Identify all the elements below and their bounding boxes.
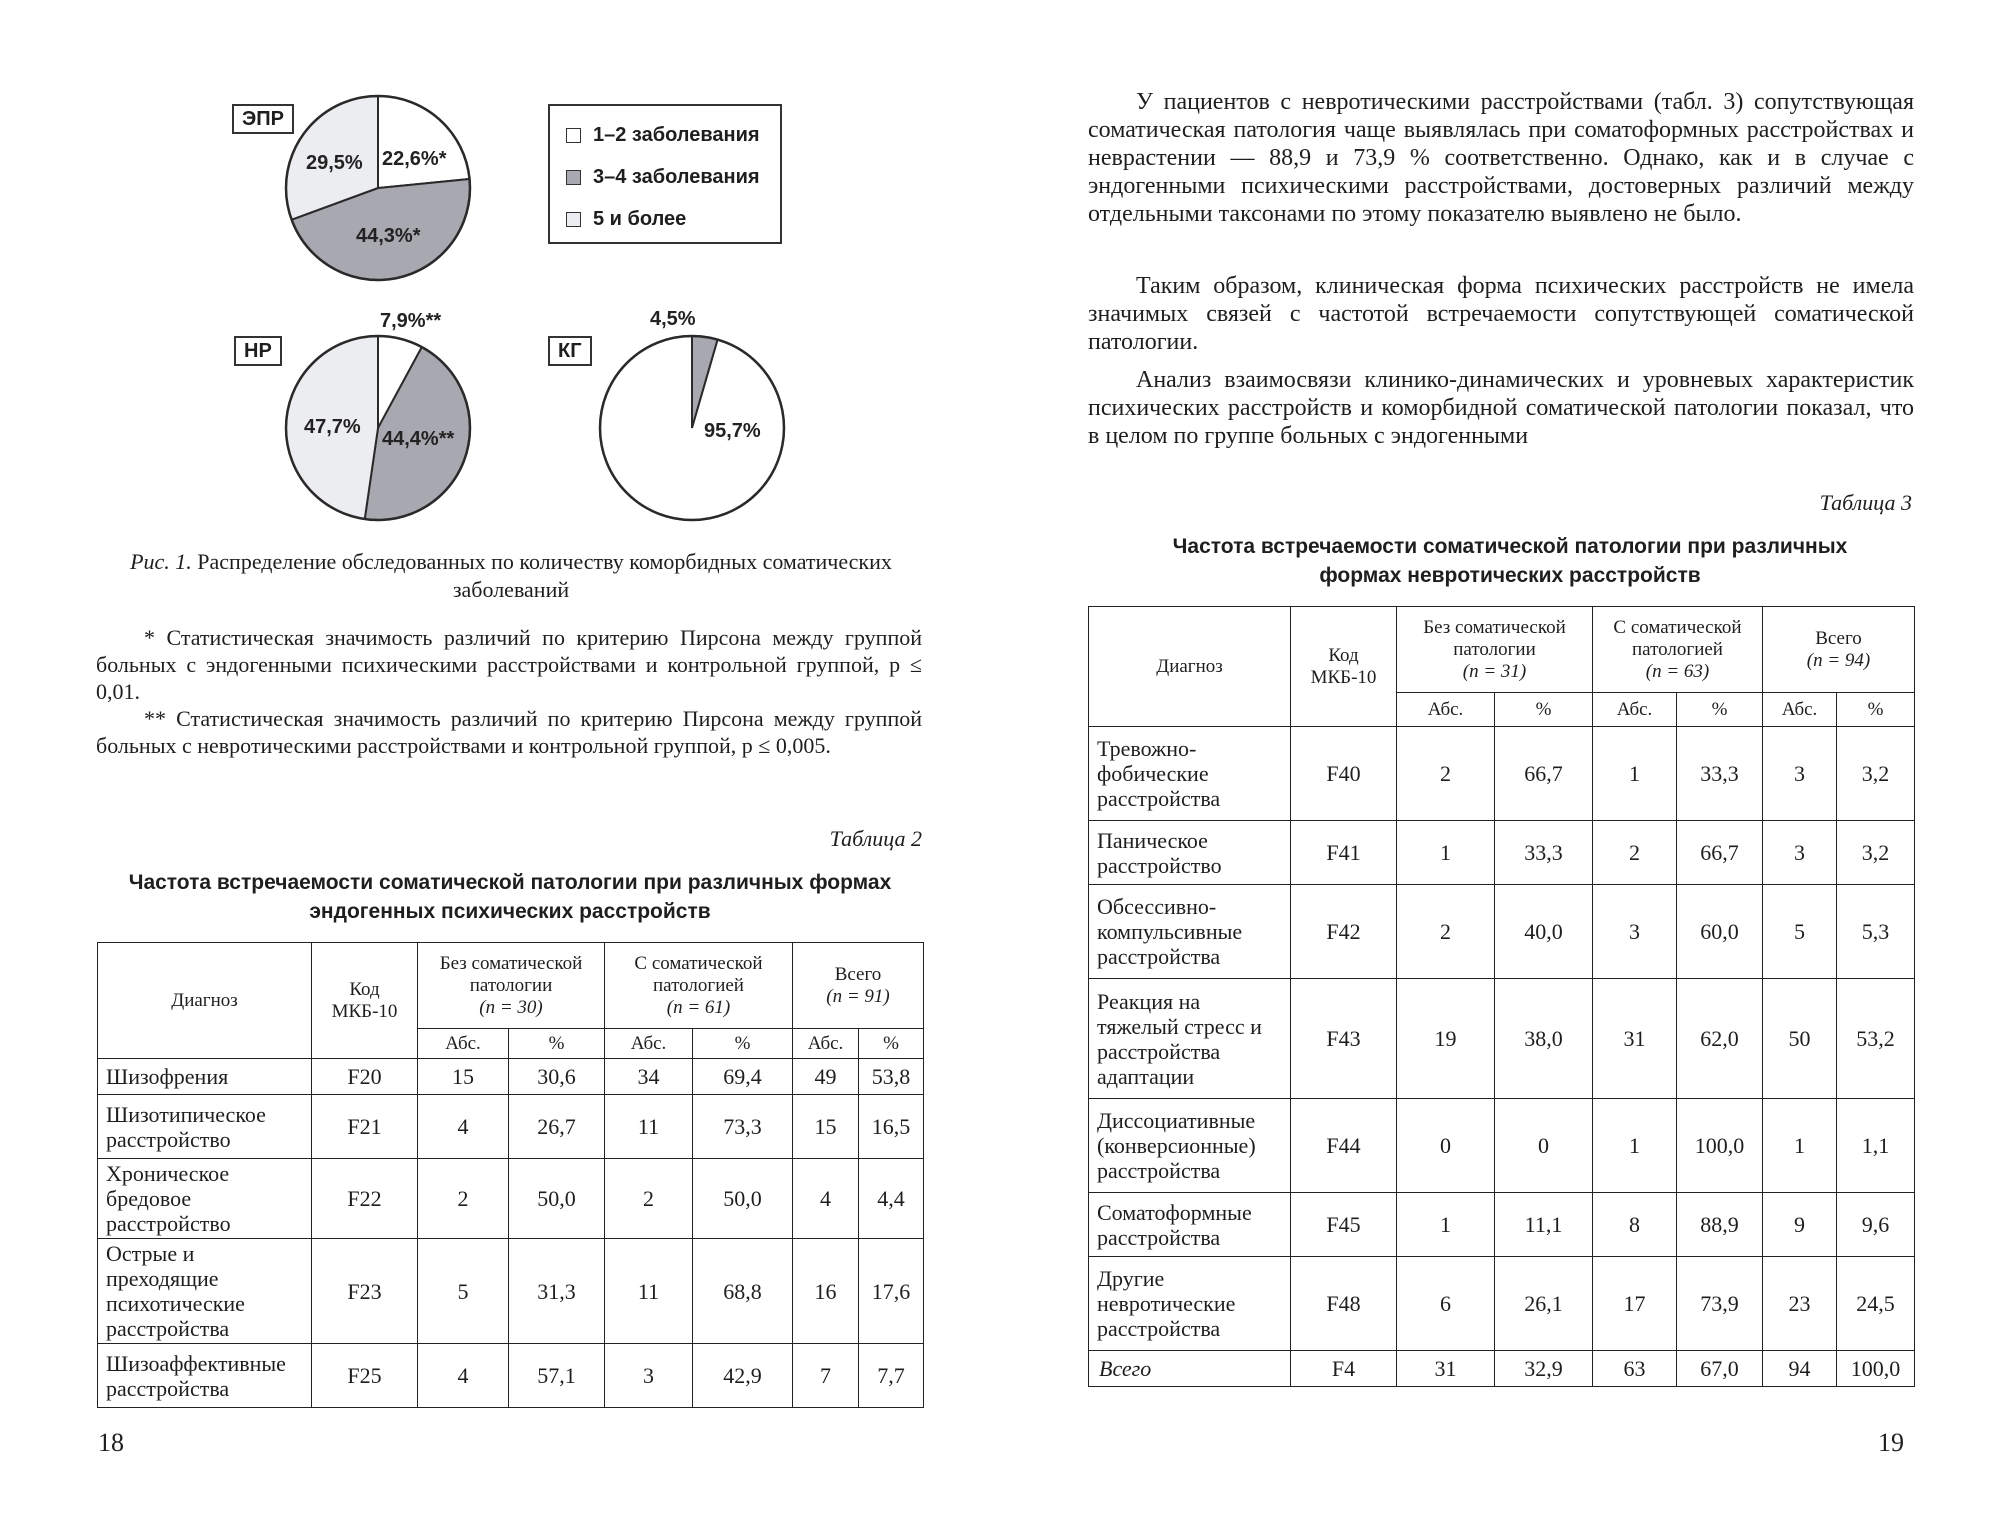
table3-cell: 53,2 <box>1837 979 1915 1099</box>
table2-cell-diagnosis: Шизофрения <box>98 1059 312 1095</box>
legend-label: 3–4 заболевания <box>593 165 760 188</box>
table3-header-with-n: (n = 63) <box>1645 660 1710 682</box>
table2-cell: 50,0 <box>693 1159 793 1239</box>
table2-cell: 17,6 <box>859 1239 924 1344</box>
table-row <box>1089 979 1915 1099</box>
table3-cell: 0 <box>1495 1099 1593 1193</box>
table2-cell: 7,7 <box>859 1344 924 1408</box>
table2-cell: 16 <box>793 1239 859 1344</box>
table3-cell-code: F44 <box>1291 1099 1397 1193</box>
group-label-epr: ЭПР <box>232 104 294 134</box>
pie-label-nr-2: 44,4%** <box>382 428 455 450</box>
paragraph-2: Таким образом, клиническая форма психических расстройств не имела значимых связей с частотой встречаемости сопутствующей соматической патологии. <box>1088 273 1914 355</box>
legend-swatch <box>566 212 581 227</box>
table3-cell: 1,1 <box>1837 1099 1915 1193</box>
table2-header-with <box>605 943 793 1029</box>
table3-cell: 0 <box>1397 1099 1495 1193</box>
legend-item <box>550 198 780 240</box>
table3-cell: 1 <box>1763 1099 1837 1193</box>
table2-cell: 5 <box>418 1239 509 1344</box>
table3-subheader-abs: Абс. <box>1397 693 1495 727</box>
table2-cell-diagnosis: Шизоаффективные расстройства <box>98 1344 312 1408</box>
table2-header-total <box>793 943 924 1029</box>
table2-subheader-abs: Абс. <box>418 1029 509 1059</box>
table3-cell: 32,9 <box>1495 1351 1593 1387</box>
table2-cell: 4 <box>793 1159 859 1239</box>
table2-cell: 42,9 <box>693 1344 793 1408</box>
table3-cell: 100,0 <box>1837 1351 1915 1387</box>
table3-cell-diagnosis: Реакция на тяжелый стресс и расстройства адаптации <box>1089 979 1291 1099</box>
table3-cell: 73,9 <box>1677 1257 1763 1351</box>
legend-item <box>550 156 780 198</box>
table3-cell: 1 <box>1397 1193 1495 1257</box>
table2-cell: 49 <box>793 1059 859 1095</box>
table3-header-code: Код МКБ-10 <box>1291 607 1397 727</box>
table3-cell: 62,0 <box>1677 979 1763 1099</box>
table2-cell: 15 <box>418 1059 509 1095</box>
table2-header-without-label: Без соматической патологии <box>439 952 583 996</box>
pie-chart-epr <box>286 96 470 280</box>
pie-label-epr-1: 22,6%* <box>382 148 447 170</box>
table3-cell: 1 <box>1593 727 1677 821</box>
table3-header-without-label: Без соматической патологии <box>1423 616 1566 660</box>
table2-header-with-label: С соматической патологией <box>634 952 763 996</box>
figure-caption-prefix: Рис. 1. <box>130 549 192 574</box>
table2-cell: 53,8 <box>859 1059 924 1095</box>
table3-header-with <box>1593 607 1763 693</box>
table3 <box>1088 606 1915 1387</box>
table-row <box>1089 821 1915 885</box>
table3-cell: 2 <box>1397 885 1495 979</box>
table2-subheader-pct: % <box>859 1029 924 1059</box>
table3-cell: 5 <box>1763 885 1837 979</box>
legend-label: 1–2 заболевания <box>593 123 760 146</box>
table2-cell-code: F23 <box>312 1239 418 1344</box>
table2-title: Частота встречаемости соматической патологии при различных формах эндогенных психических расстройств <box>128 871 892 923</box>
table3-cell: 11,1 <box>1495 1193 1593 1257</box>
table3-header-with-label: С соматической патологией <box>1613 616 1742 660</box>
table3-cell-code: F48 <box>1291 1257 1397 1351</box>
paragraph-1: У пациентов с невротическими расстройствами (табл. 3) сопутствующая соматическая патология чаще выявлялась при соматоформных расстройствах и неврастении — 88,9 и 73,9 % соответственно. Однако, как и в случае с эндогенными психическими расстройствами, достоверных различий между отдельными таксонами по этому показателю выявлено не было. <box>1088 89 1914 227</box>
table3-cell: 1 <box>1397 821 1495 885</box>
table3-cell-code: F40 <box>1291 727 1397 821</box>
table3-header-without-n: (n = 31) <box>1462 660 1527 682</box>
table2-cell-diagnosis: Острые и преходящие психотические расстройства <box>98 1239 312 1344</box>
table3-cell: 1 <box>1593 1099 1677 1193</box>
table2-cell: 11 <box>605 1239 693 1344</box>
paragraph-3: Анализ взаимосвязи клинико-динамических и уровневых характеристик психических расстройств и коморбидной соматической патологии показал, что в целом по группе больных с эндогенными <box>1088 367 1914 449</box>
table3-cell: 3,2 <box>1837 821 1915 885</box>
table2-cell: 57,1 <box>509 1344 605 1408</box>
table3-cell: 8 <box>1593 1193 1677 1257</box>
table2-header-code: Код МКБ-10 <box>312 943 418 1059</box>
table2-cell: 69,4 <box>693 1059 793 1095</box>
legend-label: 5 и более <box>593 207 687 230</box>
table3-cell: 26,1 <box>1495 1257 1593 1351</box>
table3-cell: 63 <box>1593 1351 1677 1387</box>
table3-cell: 94 <box>1763 1351 1837 1387</box>
table2-subheader-pct: % <box>509 1029 605 1059</box>
legend-swatch <box>566 128 581 143</box>
table3-cell-diagnosis: Паническое расстройство <box>1089 821 1291 885</box>
legend <box>548 104 782 244</box>
table2-cell-diagnosis: Шизотипическое расстройство <box>98 1095 312 1159</box>
table2-header-total-label: Всего <box>834 963 882 985</box>
table2-cell: 4,4 <box>859 1159 924 1239</box>
table3-cell: 38,0 <box>1495 979 1593 1099</box>
table3-cell-total-label: Всего <box>1089 1351 1291 1387</box>
table2-header-diagnosis: Диагноз <box>98 943 312 1059</box>
table3-cell: 6 <box>1397 1257 1495 1351</box>
table-row <box>1089 1099 1915 1193</box>
table3-header-total <box>1763 607 1915 693</box>
table3-cell: 66,7 <box>1677 821 1763 885</box>
table2-cell: 15 <box>793 1095 859 1159</box>
table2-subheader-pct: % <box>693 1029 793 1059</box>
table3-cell-diagnosis: Другие невротические расстройства <box>1089 1257 1291 1351</box>
table3-subheader-pct: % <box>1495 693 1593 727</box>
table3-cell: 40,0 <box>1495 885 1593 979</box>
table2-cell: 68,8 <box>693 1239 793 1344</box>
right-page <box>1000 0 2000 1530</box>
table3-cell: 24,5 <box>1837 1257 1915 1351</box>
pie-slice-epr-1 <box>378 96 470 188</box>
table3-cell-code: F45 <box>1291 1193 1397 1257</box>
page-number-right: 19 <box>1878 1428 1904 1457</box>
table2-cell-diagnosis: Хроническое бредовое расстройство <box>98 1159 312 1239</box>
table2-cell-code: F25 <box>312 1344 418 1408</box>
figure-pie-charts <box>0 0 1000 540</box>
table2 <box>97 942 924 1408</box>
table2-cell: 2 <box>418 1159 509 1239</box>
table3-cell: 3 <box>1763 727 1837 821</box>
table2-cell: 11 <box>605 1095 693 1159</box>
table3-cell-code: F41 <box>1291 821 1397 885</box>
pie-label-nr-1: 7,9%** <box>380 310 442 332</box>
table3-subheader-abs: Абс. <box>1763 693 1837 727</box>
pie-label-nr-3: 47,7% <box>304 416 361 438</box>
table3-cell: 3 <box>1593 885 1677 979</box>
table3-subheader-pct: % <box>1837 693 1915 727</box>
table2-cell: 3 <box>605 1344 693 1408</box>
table2-cell: 16,5 <box>859 1095 924 1159</box>
table3-cell: 88,9 <box>1677 1193 1763 1257</box>
table3-header-total-label: Всего <box>1815 627 1862 649</box>
table3-cell: 23 <box>1763 1257 1837 1351</box>
group-label-nr: НР <box>234 336 282 366</box>
table2-cell: 2 <box>605 1159 693 1239</box>
table3-cell: 100,0 <box>1677 1099 1763 1193</box>
table3-cell: 66,7 <box>1495 727 1593 821</box>
table2-cell-code: F20 <box>312 1059 418 1095</box>
table3-cell: 17 <box>1593 1257 1677 1351</box>
table3-title: Частота встречаемости соматической патологии при различных формах невротических расстройств <box>1172 535 1848 587</box>
table3-header-diagnosis: Диагноз <box>1089 607 1291 727</box>
page-number-left: 18 <box>98 1428 124 1457</box>
table2-cell-code: F22 <box>312 1159 418 1239</box>
table-row <box>98 1239 924 1344</box>
table2-header-without-n: (n = 30) <box>479 996 543 1018</box>
table2-number: Таблица 2 <box>829 826 922 851</box>
table2-cell: 7 <box>793 1344 859 1408</box>
table3-cell: 31 <box>1593 979 1677 1099</box>
table3-cell: 60,0 <box>1677 885 1763 979</box>
table3-cell-diagnosis: Тревожно-фобические расстройства <box>1089 727 1291 821</box>
legend-item <box>550 114 780 156</box>
pie-label-kg-small: 4,5% <box>650 308 696 330</box>
figure-caption-text: Распределение обследованных по количеству коморбидных соматических заболеваний <box>191 549 892 602</box>
table3-cell-diagnosis: Соматоформные расстройства <box>1089 1193 1291 1257</box>
table3-cell: 2 <box>1397 727 1495 821</box>
table3-cell: 50 <box>1763 979 1837 1099</box>
table3-header-without <box>1397 607 1593 693</box>
table3-cell: 3,2 <box>1837 727 1915 821</box>
pie-label-epr-2: 44,3%* <box>356 225 421 247</box>
table3-cell: 9,6 <box>1837 1193 1915 1257</box>
table2-cell: 50,0 <box>509 1159 605 1239</box>
table2-subheader-abs: Абс. <box>605 1029 693 1059</box>
figure-note-1: * Статистическая значимость различий по критерию Пирсона между группой больных с эндогенными психическими расстройствами и контрольной группой, p ≤ 0,01. <box>96 625 922 704</box>
pie-label-kg-large: 95,7% <box>704 420 761 442</box>
table2-cell: 31,3 <box>509 1239 605 1344</box>
pie-charts-svg <box>0 0 1000 540</box>
table3-cell: 9 <box>1763 1193 1837 1257</box>
table-row <box>1089 1193 1915 1257</box>
table2-subheader-abs: Абс. <box>793 1029 859 1059</box>
table3-subheader-abs: Абс. <box>1593 693 1677 727</box>
pie-label-epr-3: 29,5% <box>306 152 363 174</box>
table3-cell: 19 <box>1397 979 1495 1099</box>
table3-subheader-pct: % <box>1677 693 1763 727</box>
table2-cell: 4 <box>418 1095 509 1159</box>
figure-note-2: ** Статистическая значимость различий по критерию Пирсона между группой больных с невротическими расстройствами и контрольной группой, p ≤ 0,005. <box>96 706 922 758</box>
table-row <box>1089 885 1915 979</box>
table-row <box>98 1059 924 1095</box>
table-row <box>98 1095 924 1159</box>
table3-cell-code: F43 <box>1291 979 1397 1099</box>
table-row <box>98 1344 924 1408</box>
table3-cell: 33,3 <box>1495 821 1593 885</box>
table2-cell: 26,7 <box>509 1095 605 1159</box>
group-label-kg: КГ <box>548 336 592 366</box>
table2-header-total-n: (n = 91) <box>826 985 890 1007</box>
table3-header-total-n: (n = 94) <box>1806 649 1871 671</box>
table3-cell: 5,3 <box>1837 885 1915 979</box>
table3-cell-diagnosis: Диссоциативные (конверсионные) расстройства <box>1089 1099 1291 1193</box>
figure-caption <box>96 548 926 604</box>
table3-number: Таблица 3 <box>1819 490 1912 515</box>
table-row-total <box>1089 1351 1915 1387</box>
legend-swatch <box>566 170 581 185</box>
table2-cell: 4 <box>418 1344 509 1408</box>
table3-cell: 33,3 <box>1677 727 1763 821</box>
table2-cell: 73,3 <box>693 1095 793 1159</box>
table2-cell: 34 <box>605 1059 693 1095</box>
table3-cell: 2 <box>1593 821 1677 885</box>
table2-header-with-n: (n = 61) <box>666 996 731 1018</box>
table3-cell: 31 <box>1397 1351 1495 1387</box>
table3-cell-code: F42 <box>1291 885 1397 979</box>
table3-cell: 67,0 <box>1677 1351 1763 1387</box>
table-row <box>98 1159 924 1239</box>
table2-header-without <box>418 943 605 1029</box>
table-row <box>1089 1257 1915 1351</box>
table-row <box>1089 727 1915 821</box>
table3-cell-diagnosis: Обсессивно-компульсивные расстройства <box>1089 885 1291 979</box>
table2-cell-code: F21 <box>312 1095 418 1159</box>
table3-cell-code: F4 <box>1291 1351 1397 1387</box>
table3-cell: 3 <box>1763 821 1837 885</box>
table2-cell: 30,6 <box>509 1059 605 1095</box>
